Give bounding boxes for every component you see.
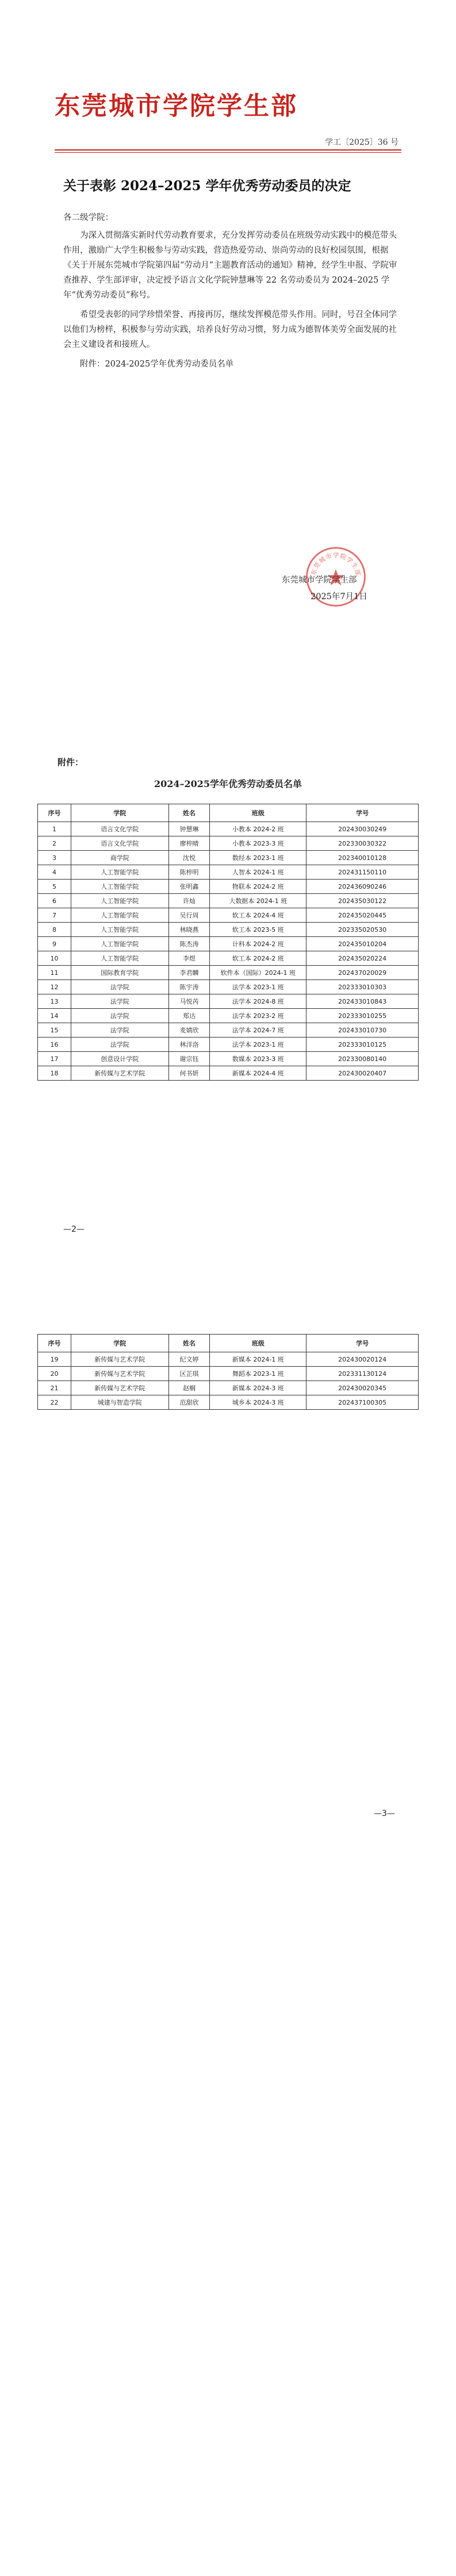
- table-row: [38, 1009, 419, 1023]
- cell-student-id: 202435030122: [306, 894, 419, 908]
- cell-college: 法学院: [71, 1023, 168, 1038]
- cell-student-id: 202333010255: [306, 1009, 419, 1023]
- cell-class: 数经本 2023-1 班: [210, 851, 306, 865]
- document-title: 关于表彰 2024–2025 学年优秀劳动委员的决定: [63, 178, 351, 194]
- cell-college: 人工智能学院: [71, 951, 168, 966]
- cell-index: 21: [38, 1381, 71, 1395]
- cell-name: 范甜欣: [168, 1395, 210, 1410]
- cell-student-id: 202340010128: [306, 851, 419, 865]
- cell-index: 5: [38, 880, 71, 894]
- cell-student-id: 202435010204: [306, 937, 419, 951]
- cell-class: 法学本 2024-8 班: [210, 994, 306, 1009]
- table-row: [38, 923, 419, 937]
- cell-name: 吴行周: [168, 908, 210, 923]
- table-row: [38, 822, 419, 836]
- header-index: 序号: [38, 804, 71, 822]
- cell-name: 钟慧琳: [168, 822, 210, 836]
- table-row: [38, 908, 419, 923]
- page-number: —3—: [374, 1809, 395, 1818]
- table-row: [38, 966, 419, 980]
- cell-class: 新媒本 2024-3 班: [210, 1381, 306, 1395]
- body-paragraph-2: 希望受表彰的同学珍惜荣誉、再接再厉，继续发挥模范带头作用。同时，号召全体同学以他们为榜样，积极参与劳动实践，培养良好劳动习惯，努力成为德智体美劳全面发展的社会主义建设者和接班人。: [63, 310, 397, 349]
- cell-class: 软工本 2024-4 班: [210, 908, 306, 923]
- cell-class: 软工本 2023-5 班: [210, 923, 306, 937]
- table-row: [38, 994, 419, 1009]
- cell-student-id: 202433010843: [306, 994, 419, 1009]
- cell-class: 软工本 2024-2 班: [210, 951, 306, 966]
- cell-name: 何书妍: [168, 1066, 210, 1081]
- header-divider: [55, 149, 401, 151]
- cell-student-id: 202330080140: [306, 1052, 419, 1066]
- cell-class: 法学本 2024-7 班: [210, 1023, 306, 1038]
- cell-index: 8: [38, 923, 71, 937]
- cell-index: 1: [38, 822, 71, 836]
- signature-date: 2025年7月1日: [311, 592, 367, 601]
- cell-index: 3: [38, 851, 71, 865]
- cell-student-id: 202330030322: [306, 836, 419, 851]
- cell-index: 4: [38, 865, 71, 880]
- cell-index: 17: [38, 1052, 71, 1066]
- document-page-2: [0, 645, 456, 1289]
- cell-class: 小教本 2023-3 班: [210, 836, 306, 851]
- header-student-id: 学号: [306, 804, 419, 822]
- header-class: 班级: [210, 1335, 306, 1352]
- cell-index: 9: [38, 937, 71, 951]
- cell-college: 人工智能学院: [71, 865, 168, 880]
- cell-college: 人工智能学院: [71, 908, 168, 923]
- document-body: [63, 228, 403, 372]
- table-title: 2024–2025学年优秀劳动委员名单: [154, 778, 302, 789]
- cell-name: 纪文婷: [168, 1352, 210, 1367]
- cell-class: 数媒本 2023-3 班: [210, 1052, 306, 1066]
- cell-college: 法学院: [71, 1038, 168, 1052]
- cell-student-id: 202335020530: [306, 923, 419, 937]
- cell-class: 舞蹈本 2023-1 班: [210, 1367, 306, 1381]
- cell-student-id: 202333010125: [306, 1038, 419, 1052]
- cell-name: 郑达: [168, 1009, 210, 1023]
- cell-student-id: 202333010303: [306, 980, 419, 994]
- cell-index: 12: [38, 980, 71, 994]
- cell-name: 沈悦: [168, 851, 210, 865]
- cell-class: 法学本 2023-1 班: [210, 980, 306, 994]
- cell-student-id: 202430020124: [306, 1352, 419, 1367]
- cell-student-id: 202430020345: [306, 1381, 419, 1395]
- cell-college: 人工智能学院: [71, 937, 168, 951]
- cell-college: 国际教育学院: [71, 966, 168, 980]
- cell-class: 物联本 2024-2 班: [210, 880, 306, 894]
- cell-index: 15: [38, 1023, 71, 1038]
- cell-student-id: 202437020029: [306, 966, 419, 980]
- cell-index: 13: [38, 994, 71, 1009]
- cell-class: 小教本 2024-2 班: [210, 822, 306, 836]
- cell-name: 陈杰涛: [168, 937, 210, 951]
- svg-text:东莞城市学院学生部: 东莞城市学院学生部: [309, 552, 362, 577]
- table-row: [38, 1038, 419, 1052]
- table-row: [38, 937, 419, 951]
- table-row: [38, 851, 419, 865]
- cell-name: 麦婧欣: [168, 1023, 210, 1038]
- cell-name: 李煜: [168, 951, 210, 966]
- header-name: 姓名: [168, 804, 210, 822]
- cell-name: 陈宇涛: [168, 980, 210, 994]
- cell-college: 法学院: [71, 1009, 168, 1023]
- cell-name: 廖梓晴: [168, 836, 210, 851]
- cell-name: 李君麟: [168, 966, 210, 980]
- table-row: [38, 836, 419, 851]
- cell-college: 新传媒与艺术学院: [71, 1367, 168, 1381]
- table-row: [38, 1352, 419, 1367]
- awardee-table-part-2: [37, 1334, 419, 1410]
- cell-class: 软件本（国际）2024-1 班: [210, 966, 306, 980]
- table-row: [38, 1367, 419, 1381]
- table-row: [38, 1023, 419, 1038]
- cell-name: 张明鑫: [168, 880, 210, 894]
- greeting: 各二级学院：: [63, 213, 113, 222]
- cell-index: 20: [38, 1367, 71, 1381]
- cell-class: 法学本 2023-1 班: [210, 1038, 306, 1052]
- table-row: [38, 865, 419, 880]
- cell-class: 计科本 2024-2 班: [210, 937, 306, 951]
- document-header-title: 东莞城市学院学生部: [55, 91, 298, 121]
- header-college: 学院: [71, 804, 168, 822]
- cell-index: 14: [38, 1009, 71, 1023]
- cell-name: 许灿: [168, 894, 210, 908]
- cell-student-id: 202435020445: [306, 908, 419, 923]
- signature-organization: 东莞城市学院学生部: [282, 576, 357, 585]
- header-college: 学院: [71, 1335, 168, 1352]
- cell-college: 人工智能学院: [71, 894, 168, 908]
- document-page-3: [0, 1289, 456, 1934]
- header-class: 班级: [210, 804, 306, 822]
- cell-college: 法学院: [71, 980, 168, 994]
- cell-student-id: 202431150110: [306, 865, 419, 880]
- cell-class: 新媒本 2024-4 班: [210, 1066, 306, 1081]
- cell-college: 创意设计学院: [71, 1052, 168, 1066]
- cell-index: 18: [38, 1066, 71, 1081]
- cell-class: 大数据本 2024-1 班: [210, 894, 306, 908]
- table-row: [38, 880, 419, 894]
- cell-college: 人工智能学院: [71, 880, 168, 894]
- cell-student-id: 202435020224: [306, 951, 419, 966]
- cell-name: 林洋洛: [168, 1038, 210, 1052]
- table-header-row: [38, 804, 419, 822]
- cell-name: 赵榈: [168, 1381, 210, 1395]
- cell-name: 林晓燕: [168, 923, 210, 937]
- table-row: [38, 894, 419, 908]
- table-header-row: [38, 1335, 419, 1352]
- body-paragraph-1: 为深入贯彻落实新时代劳动教育要求，充分发挥劳动委员在班级劳动实践中的模范带头作用，激励广大学生积极参与劳动实践，营造热爱劳动、崇尚劳动的良好校园氛围，根据《关于开展东莞城市学院第四届“劳动月”主题教育活动的通知》精神，经学生申报、学院审查推荐、学生部评审，决定授予语言文化学院钟慧琳等 22 名劳动委员为 2024–2025 学年“优秀劳动委员”称号。: [63, 231, 397, 300]
- page-number: —2—: [63, 1225, 85, 1234]
- table-row: [38, 1066, 419, 1081]
- attachment-label: 附件：: [58, 757, 84, 768]
- cell-class: 人智本 2024-1 班: [210, 865, 306, 880]
- cell-class: 城乡本 2024-3 班: [210, 1395, 306, 1410]
- cell-student-id: 202437100305: [306, 1395, 419, 1410]
- cell-name: 区芷琪: [168, 1367, 210, 1381]
- cell-name: 谢宗钰: [168, 1052, 210, 1066]
- cell-index: 7: [38, 908, 71, 923]
- table-row: [38, 980, 419, 994]
- cell-student-id: 202331130124: [306, 1367, 419, 1381]
- cell-class: 法学本 2023-2 班: [210, 1009, 306, 1023]
- cell-college: 语言文化学院: [71, 836, 168, 851]
- cell-student-id: 202433010730: [306, 1023, 419, 1038]
- cell-index: 11: [38, 966, 71, 980]
- header-student-id: 学号: [306, 1335, 419, 1352]
- cell-index: 10: [38, 951, 71, 966]
- header-name: 姓名: [168, 1335, 210, 1352]
- attachment-line: 附件：2024-2025学年优秀劳动委员名单: [80, 360, 234, 369]
- cell-college: 城建与智造学院: [71, 1395, 168, 1410]
- cell-student-id: 202430030249: [306, 822, 419, 836]
- cell-index: 6: [38, 894, 71, 908]
- cell-college: 新传媒与艺术学院: [71, 1352, 168, 1367]
- cell-name: 陈梓明: [168, 865, 210, 880]
- awardee-table-part-1: [37, 804, 419, 1081]
- document-number: 学工〔2025〕36 号: [325, 138, 398, 147]
- cell-college: 语言文化学院: [71, 822, 168, 836]
- cell-college: 人工智能学院: [71, 923, 168, 937]
- document-page-4-blank: [0, 1934, 456, 2576]
- cell-college: 商学院: [71, 851, 168, 865]
- table-row: [38, 1052, 419, 1066]
- cell-name: 马悦芮: [168, 994, 210, 1009]
- cell-index: 2: [38, 836, 71, 851]
- table-row: [38, 1395, 419, 1410]
- table-row: [38, 951, 419, 966]
- cell-college: 新传媒与艺术学院: [71, 1066, 168, 1081]
- cell-index: 19: [38, 1352, 71, 1367]
- cell-college: 法学院: [71, 994, 168, 1009]
- table-row: [38, 1381, 419, 1395]
- cell-student-id: 202430020407: [306, 1066, 419, 1081]
- cell-class: 新媒本 2024-1 班: [210, 1352, 306, 1367]
- cell-student-id: 202436090246: [306, 880, 419, 894]
- header-divider-thin: [55, 152, 401, 153]
- document-page-1: [0, 0, 456, 645]
- cell-college: 新传媒与艺术学院: [71, 1381, 168, 1395]
- header-index: 序号: [38, 1335, 71, 1352]
- cell-index: 16: [38, 1038, 71, 1052]
- cell-index: 22: [38, 1395, 71, 1410]
